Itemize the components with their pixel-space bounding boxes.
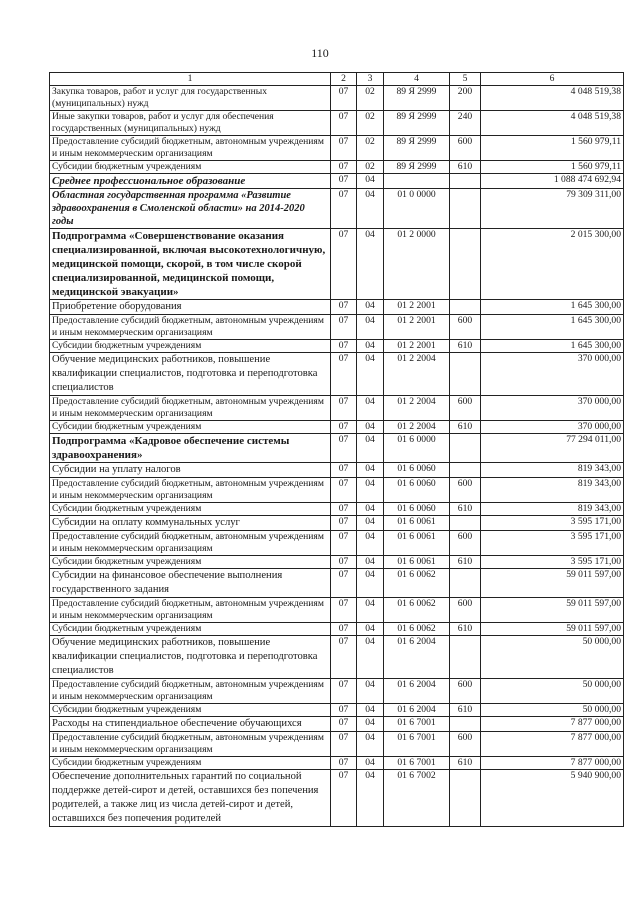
row-section: 07 — [331, 516, 357, 531]
row-expense-type: 610 — [450, 757, 481, 770]
row-target-code: 01 6 7001 — [384, 717, 450, 732]
row-expense-type — [450, 229, 481, 300]
row-amount: 4 048 519,38 — [481, 111, 624, 136]
row-description: Субсидии на оплату коммунальных услуг — [50, 516, 331, 531]
table-row — [50, 434, 624, 463]
table-row — [50, 463, 624, 478]
table-row — [50, 503, 624, 516]
row-section: 07 — [331, 189, 357, 229]
row-amount: 1 088 474 692,94 — [481, 174, 624, 189]
row-subsection: 04 — [357, 434, 384, 463]
row-expense-type — [450, 434, 481, 463]
row-expense-type — [450, 463, 481, 478]
row-amount: 4 048 519,38 — [481, 86, 624, 111]
row-section: 07 — [331, 717, 357, 732]
row-amount: 1 560 979,11 — [481, 136, 624, 161]
row-description: Среднее профессиональное образование — [50, 174, 331, 189]
row-expense-type: 600 — [450, 598, 481, 623]
row-expense-type: 600 — [450, 315, 481, 340]
row-section: 07 — [331, 421, 357, 434]
row-section: 07 — [331, 229, 357, 300]
row-description: Предоставление субсидий бюджетным, автономным учреждениям и иным некоммерческим организациям — [50, 598, 331, 623]
row-subsection: 04 — [357, 478, 384, 503]
row-target-code: 01 2 2004 — [384, 396, 450, 421]
row-target-code: 01 6 2004 — [384, 636, 450, 679]
row-amount: 819 343,00 — [481, 478, 624, 503]
row-subsection: 04 — [357, 757, 384, 770]
row-section: 07 — [331, 340, 357, 353]
table-row — [50, 757, 624, 770]
row-subsection: 04 — [357, 340, 384, 353]
row-subsection: 04 — [357, 770, 384, 827]
row-description: Предоставление субсидий бюджетным, автономным учреждениям и иным некоммерческим организациям — [50, 396, 331, 421]
table-row — [50, 478, 624, 503]
row-amount: 3 595 171,00 — [481, 516, 624, 531]
row-target-code: 01 0 0000 — [384, 189, 450, 229]
row-expense-type: 610 — [450, 556, 481, 569]
row-target-code: 01 6 7002 — [384, 770, 450, 827]
row-amount: 1 645 300,00 — [481, 340, 624, 353]
table-row — [50, 353, 624, 396]
row-section: 07 — [331, 174, 357, 189]
table-row — [50, 111, 624, 136]
row-expense-type: 610 — [450, 340, 481, 353]
row-section: 07 — [331, 434, 357, 463]
row-section: 07 — [331, 531, 357, 556]
row-expense-type — [450, 569, 481, 598]
row-target-code: 01 6 0062 — [384, 569, 450, 598]
table-row — [50, 770, 624, 827]
row-expense-type: 600 — [450, 136, 481, 161]
row-amount: 1 645 300,00 — [481, 315, 624, 340]
row-amount: 7 877 000,00 — [481, 732, 624, 757]
row-section: 07 — [331, 704, 357, 717]
table-row — [50, 704, 624, 717]
row-section: 07 — [331, 679, 357, 704]
row-amount: 7 877 000,00 — [481, 717, 624, 732]
row-amount: 1 645 300,00 — [481, 300, 624, 315]
row-section: 07 — [331, 396, 357, 421]
row-description: Предоставление субсидий бюджетным, автономным учреждениям и иным некоммерческим организациям — [50, 136, 331, 161]
row-description: Субсидии на финансовое обеспечение выполнения государственного задания — [50, 569, 331, 598]
row-target-code — [384, 174, 450, 189]
row-expense-type — [450, 717, 481, 732]
row-amount: 2 015 300,00 — [481, 229, 624, 300]
row-description: Субсидии бюджетным учреждениям — [50, 340, 331, 353]
row-subsection: 04 — [357, 569, 384, 598]
row-subsection: 04 — [357, 623, 384, 636]
row-section: 07 — [331, 636, 357, 679]
row-target-code: 01 6 7001 — [384, 757, 450, 770]
table-row — [50, 516, 624, 531]
row-subsection: 04 — [357, 315, 384, 340]
row-expense-type: 200 — [450, 86, 481, 111]
budget-table-body — [50, 73, 624, 827]
row-amount: 370 000,00 — [481, 396, 624, 421]
row-description: Предоставление субсидий бюджетным, автономным учреждениям и иным некоммерческим организациям — [50, 315, 331, 340]
row-subsection: 04 — [357, 229, 384, 300]
table-row — [50, 300, 624, 315]
row-amount: 7 877 000,00 — [481, 757, 624, 770]
row-description: Предоставление субсидий бюджетным, автономным учреждениям и иным некоммерческим организациям — [50, 478, 331, 503]
table-row — [50, 598, 624, 623]
row-subsection: 04 — [357, 174, 384, 189]
row-amount: 59 011 597,00 — [481, 569, 624, 598]
row-target-code: 01 2 2001 — [384, 315, 450, 340]
row-expense-type — [450, 770, 481, 827]
row-expense-type: 600 — [450, 732, 481, 757]
row-amount: 3 595 171,00 — [481, 556, 624, 569]
row-section: 07 — [331, 757, 357, 770]
row-amount: 50 000,00 — [481, 679, 624, 704]
row-subsection: 04 — [357, 353, 384, 396]
row-expense-type: 610 — [450, 503, 481, 516]
budget-table — [49, 72, 624, 827]
column-header: 4 — [384, 73, 450, 86]
table-row — [50, 717, 624, 732]
row-subsection: 04 — [357, 598, 384, 623]
table-row — [50, 174, 624, 189]
row-section: 07 — [331, 732, 357, 757]
row-expense-type: 600 — [450, 396, 481, 421]
row-target-code: 01 6 0061 — [384, 531, 450, 556]
row-section: 07 — [331, 136, 357, 161]
row-section: 07 — [331, 300, 357, 315]
row-section: 07 — [331, 161, 357, 174]
row-subsection: 04 — [357, 556, 384, 569]
table-row — [50, 136, 624, 161]
row-target-code: 01 6 2004 — [384, 679, 450, 704]
row-amount: 77 294 011,00 — [481, 434, 624, 463]
row-subsection: 02 — [357, 111, 384, 136]
row-amount: 819 343,00 — [481, 503, 624, 516]
row-expense-type: 610 — [450, 161, 481, 174]
row-amount: 79 309 311,00 — [481, 189, 624, 229]
column-header: 1 — [50, 73, 331, 86]
row-amount: 370 000,00 — [481, 353, 624, 396]
row-amount: 50 000,00 — [481, 636, 624, 679]
row-description: Субсидии бюджетным учреждениям — [50, 161, 331, 174]
row-description: Предоставление субсидий бюджетным, автономным учреждениям и иным некоммерческим организациям — [50, 679, 331, 704]
row-description: Субсидии бюджетным учреждениям — [50, 503, 331, 516]
row-subsection: 04 — [357, 516, 384, 531]
row-expense-type — [450, 353, 481, 396]
row-section: 07 — [331, 598, 357, 623]
row-target-code: 01 2 2001 — [384, 300, 450, 315]
table-row — [50, 229, 624, 300]
row-target-code: 01 6 0000 — [384, 434, 450, 463]
row-expense-type: 600 — [450, 531, 481, 556]
row-target-code: 01 6 0060 — [384, 478, 450, 503]
row-amount: 5 940 900,00 — [481, 770, 624, 827]
row-description: Субсидии бюджетным учреждениям — [50, 704, 331, 717]
row-target-code: 01 2 2004 — [384, 421, 450, 434]
column-header: 3 — [357, 73, 384, 86]
row-amount: 819 343,00 — [481, 463, 624, 478]
row-amount: 370 000,00 — [481, 421, 624, 434]
row-subsection: 04 — [357, 421, 384, 434]
row-amount: 1 560 979,11 — [481, 161, 624, 174]
row-expense-type — [450, 516, 481, 531]
row-target-code: 89 Я 2999 — [384, 86, 450, 111]
row-description: Областная государственная программа «Развитие здравоохранения в Смоленской области» на 2014-2020 годы — [50, 189, 331, 229]
row-description: Предоставление субсидий бюджетным, автономным учреждениям и иным некоммерческим организациям — [50, 732, 331, 757]
table-row — [50, 161, 624, 174]
row-target-code: 89 Я 2999 — [384, 161, 450, 174]
row-amount: 50 000,00 — [481, 704, 624, 717]
table-row — [50, 86, 624, 111]
row-subsection: 04 — [357, 463, 384, 478]
row-target-code: 89 Я 2999 — [384, 136, 450, 161]
row-description: Субсидии на уплату налогов — [50, 463, 331, 478]
row-target-code: 01 6 0062 — [384, 623, 450, 636]
row-section: 07 — [331, 463, 357, 478]
row-amount: 59 011 597,00 — [481, 598, 624, 623]
row-amount: 3 595 171,00 — [481, 531, 624, 556]
row-subsection: 04 — [357, 396, 384, 421]
row-description: Подпрограмма «Кадровое обеспечение системы здравоохранения» — [50, 434, 331, 463]
column-header: 5 — [450, 73, 481, 86]
row-subsection: 04 — [357, 503, 384, 516]
table-row — [50, 636, 624, 679]
row-target-code: 89 Я 2999 — [384, 111, 450, 136]
row-description: Субсидии бюджетным учреждениям — [50, 757, 331, 770]
row-expense-type — [450, 174, 481, 189]
row-expense-type: 610 — [450, 704, 481, 717]
row-expense-type: 600 — [450, 478, 481, 503]
row-description: Субсидии бюджетным учреждениям — [50, 623, 331, 636]
row-expense-type: 610 — [450, 421, 481, 434]
column-header-row — [50, 73, 624, 86]
page-number: 110 — [311, 46, 329, 60]
row-subsection: 04 — [357, 679, 384, 704]
row-subsection: 02 — [357, 161, 384, 174]
row-description: Расходы на стипендиальное обеспечение обучающихся — [50, 717, 331, 732]
row-description: Обеспечение дополнительных гарантий по социальной поддержке детей-сирот и детей, оставшихся без попечения родителей, а также лиц из числа детей-сирот и детей, оставшихся без попечения родителей — [50, 770, 331, 827]
row-expense-type — [450, 636, 481, 679]
table-row — [50, 531, 624, 556]
row-target-code: 01 6 0060 — [384, 503, 450, 516]
column-header: 6 — [481, 73, 624, 86]
row-subsection: 04 — [357, 189, 384, 229]
row-description: Подпрограмма «Совершенствование оказания специализированной, включая высокотехнологичную, медицинской помощи, скорой, в том числе скорой специализированной, медицинской помощи, медицинской эвакуации» — [50, 229, 331, 300]
row-subsection: 04 — [357, 636, 384, 679]
table-row — [50, 679, 624, 704]
row-target-code: 01 2 2001 — [384, 340, 450, 353]
row-amount: 59 011 597,00 — [481, 623, 624, 636]
row-expense-type: 600 — [450, 679, 481, 704]
row-section: 07 — [331, 86, 357, 111]
table-row — [50, 732, 624, 757]
row-subsection: 04 — [357, 531, 384, 556]
row-subsection: 04 — [357, 717, 384, 732]
column-header: 2 — [331, 73, 357, 86]
table-row — [50, 396, 624, 421]
row-section: 07 — [331, 770, 357, 827]
row-target-code: 01 6 7001 — [384, 732, 450, 757]
table-row — [50, 623, 624, 636]
row-description: Субсидии бюджетным учреждениям — [50, 421, 331, 434]
row-section: 07 — [331, 503, 357, 516]
row-description: Иные закупки товаров, работ и услуг для обеспечения государственных (муниципальных) нужд — [50, 111, 331, 136]
row-section: 07 — [331, 569, 357, 598]
row-subsection: 04 — [357, 732, 384, 757]
row-section: 07 — [331, 556, 357, 569]
row-target-code: 01 6 0061 — [384, 556, 450, 569]
row-section: 07 — [331, 315, 357, 340]
row-expense-type: 610 — [450, 623, 481, 636]
row-expense-type: 240 — [450, 111, 481, 136]
table-row — [50, 421, 624, 434]
row-section: 07 — [331, 623, 357, 636]
row-expense-type — [450, 189, 481, 229]
row-description: Приобретение оборудования — [50, 300, 331, 315]
table-row — [50, 340, 624, 353]
row-section: 07 — [331, 111, 357, 136]
row-description: Обучение медицинских работников, повышение квалификации специалистов, подготовка и переподготовка специалистов — [50, 636, 331, 679]
row-description: Субсидии бюджетным учреждениям — [50, 556, 331, 569]
row-subsection: 02 — [357, 136, 384, 161]
row-section: 07 — [331, 353, 357, 396]
row-subsection: 04 — [357, 300, 384, 315]
row-expense-type — [450, 300, 481, 315]
table-row — [50, 556, 624, 569]
table-row — [50, 315, 624, 340]
row-description: Обучение медицинских работников, повышение квалификации специалистов, подготовка и переподготовка специалистов — [50, 353, 331, 396]
row-target-code: 01 2 2004 — [384, 353, 450, 396]
row-subsection: 04 — [357, 704, 384, 717]
table-row — [50, 569, 624, 598]
row-subsection: 02 — [357, 86, 384, 111]
row-target-code: 01 6 0061 — [384, 516, 450, 531]
row-target-code: 01 6 0060 — [384, 463, 450, 478]
table-row — [50, 189, 624, 229]
row-section: 07 — [331, 478, 357, 503]
row-description: Закупка товаров, работ и услуг для государственных (муниципальных) нужд — [50, 86, 331, 111]
row-target-code: 01 6 2004 — [384, 704, 450, 717]
row-target-code: 01 6 0062 — [384, 598, 450, 623]
row-target-code: 01 2 0000 — [384, 229, 450, 300]
row-description: Предоставление субсидий бюджетным, автономным учреждениям и иным некоммерческим организациям — [50, 531, 331, 556]
